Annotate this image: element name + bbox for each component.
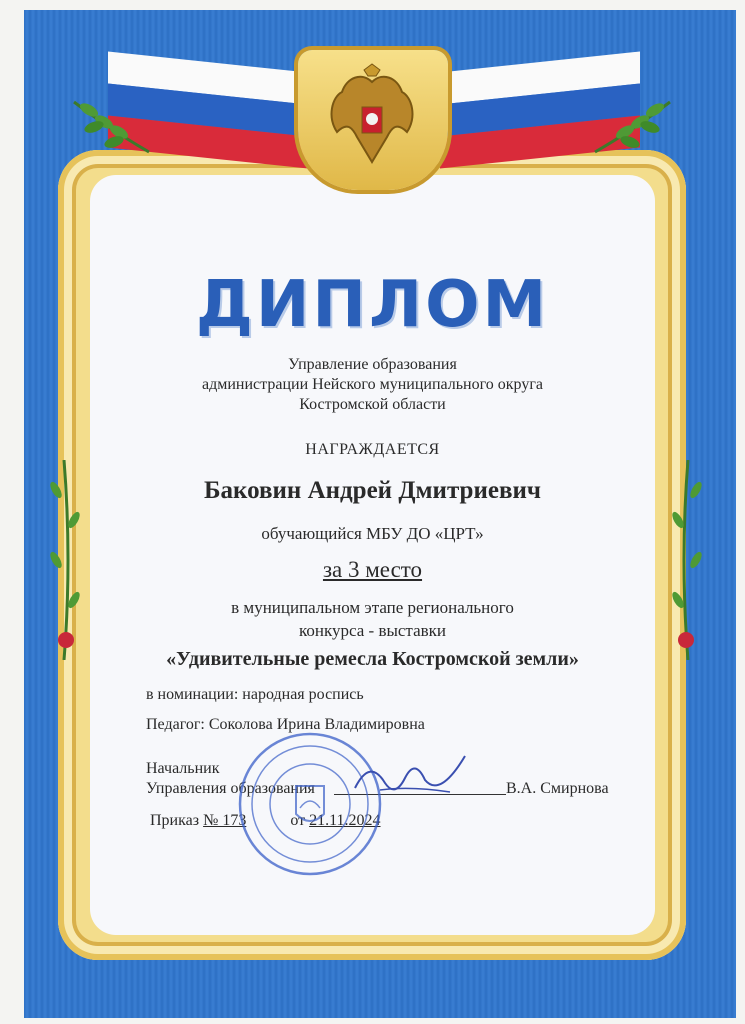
issuer-line-3: Костромской области [299, 396, 446, 413]
issuer-line-1: Управление образования [288, 356, 457, 373]
contest-name: «Удивительные ремесла Костромской земли» [166, 648, 579, 670]
nomination: в номинации: народная роспись [146, 686, 364, 703]
award-place [0, 557, 745, 583]
order-date: 21.11.2024 [309, 812, 381, 829]
student-of: обучающийся МБУ ДО «ЦРТ» [261, 524, 484, 543]
order-date-label: от [290, 812, 306, 829]
issuer-line-2: администрации Нейского муниципального округа [202, 376, 543, 393]
laurel-branch-icon [64, 92, 154, 162]
diploma-title: ДИПЛОМ [195, 268, 550, 342]
handwritten-signature [350, 748, 470, 804]
awarded-label: НАГРАЖДАЕТСЯ [305, 441, 440, 458]
stage-line-1: в муниципальном этапе регионального [231, 598, 514, 617]
teacher: Педагог: Соколова Ирина Владимировна [146, 716, 425, 733]
order-label: Приказ [150, 812, 200, 829]
stage-line-2: конкурса - выставки [298, 621, 447, 640]
recipient-name: Баковин Андрей Дмитриевич [204, 477, 541, 504]
head-title-line-1: Начальник [146, 760, 220, 777]
head-title-line-2: Управления образования [146, 780, 315, 797]
double-headed-eagle-icon [322, 62, 422, 172]
order-number: № 173 [203, 812, 247, 829]
laurel-branch-icon [590, 92, 680, 162]
head-name: В.А. Смирнова [506, 780, 609, 797]
award-place-text: за 3 место [322, 557, 423, 582]
